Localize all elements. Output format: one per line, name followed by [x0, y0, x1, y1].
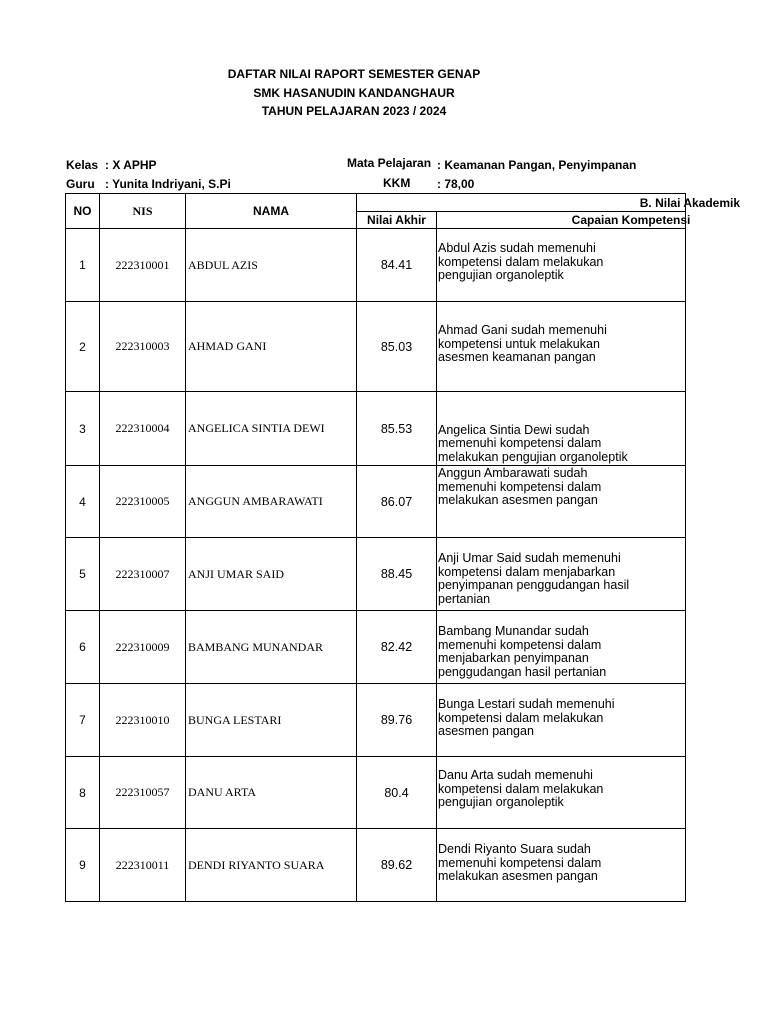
- row-capaian-text: Bunga Lestari sudah memenuhi kompetensi dalam melakukan asesmen pangan: [438, 697, 615, 738]
- row-capaian-text: Abdul Azis sudah memenuhi kompetensi dalam melakukan pengujian organoleptik: [438, 241, 604, 282]
- group-header-label: B. Nilai Akademik: [639, 195, 741, 210]
- report-title: DAFTAR NILAI RAPORT SEMESTER GENAP: [227, 67, 481, 81]
- kelas-label: Kelas: [66, 158, 99, 172]
- row-nilai-akhir: 86.07: [357, 466, 437, 538]
- mapel-label: Mata Pelajaran: [347, 156, 432, 170]
- row-capaian: [437, 302, 686, 392]
- table-row: [66, 684, 686, 757]
- row-nama: AHMAD GANI: [186, 302, 357, 392]
- row-nilai-akhir: 89.62: [357, 829, 437, 902]
- academic-year: TAHUN PELAJARAN 2023 / 2024: [261, 104, 447, 118]
- row-no: 4: [66, 466, 100, 538]
- table-row: [66, 538, 686, 611]
- row-nama: DANU ARTA: [186, 757, 357, 829]
- row-nilai-akhir: 88.45: [357, 538, 437, 611]
- row-nama: ANJI UMAR SAID: [186, 538, 357, 611]
- row-capaian-text: Bambang Munandar sudah memenuhi kompetensi dalam menjabarkan penyimpanan penggudangan hasil pertanian: [438, 624, 607, 679]
- table-row: [66, 829, 686, 902]
- row-no: 1: [66, 229, 100, 302]
- row-nis: 222310010: [100, 684, 186, 757]
- row-nama: ANGGUN AMBARAWATI: [186, 466, 357, 538]
- col-header-capaian-label: Capaian Kompetensi: [571, 213, 691, 227]
- row-no: 8: [66, 757, 100, 829]
- table-row: [66, 392, 686, 466]
- kkm-value: : 78,00: [437, 177, 475, 191]
- row-capaian: [437, 829, 686, 902]
- row-capaian: [437, 538, 686, 611]
- school-name: SMK HASANUDIN KANDANGHAUR: [253, 86, 455, 100]
- row-capaian-text: Ahmad Gani sudah memenuhi kompetensi untuk melakukan asesmen keamanan pangan: [438, 323, 607, 364]
- mapel-value: : Keamanan Pangan, Penyimpanan: [437, 158, 637, 172]
- row-no: 6: [66, 611, 100, 684]
- row-nis: 222310005: [100, 466, 186, 538]
- row-nama: ABDUL AZIS: [186, 229, 357, 302]
- row-nama: DENDI RIYANTO SUARA: [186, 829, 357, 902]
- row-nama: BUNGA LESTARI: [186, 684, 357, 757]
- row-capaian-text: Danu Arta sudah memenuhi kompetensi dalam melakukan pengujian organoleptik: [438, 768, 604, 809]
- row-capaian-text: Angelica Sintia Dewi sudah memenuhi kompetensi dalam melakukan pengujian organoleptik: [438, 422, 628, 464]
- row-no: 9: [66, 829, 100, 902]
- row-capaian: [437, 466, 686, 538]
- col-header-no: NO: [66, 194, 100, 229]
- row-nilai-akhir: 84.41: [357, 229, 437, 302]
- row-nama: BAMBANG MUNANDAR: [186, 611, 357, 684]
- row-capaian: [437, 684, 686, 757]
- table-row: [66, 466, 686, 538]
- guru-label: Guru: [66, 177, 95, 191]
- row-nama: ANGELICA SINTIA DEWI: [186, 392, 357, 466]
- col-header-capaian: [437, 212, 691, 229]
- row-capaian: [437, 757, 686, 829]
- row-nilai-akhir: 82.42: [357, 611, 437, 684]
- col-header-nilai-akhir: Nilai Akhir: [357, 212, 437, 229]
- row-capaian: [437, 392, 686, 466]
- col-header-nama: NAMA: [186, 194, 357, 229]
- table-row: [66, 302, 686, 392]
- row-nis: 222310001: [100, 229, 186, 302]
- row-no: 3: [66, 392, 100, 466]
- table-row: [66, 611, 686, 684]
- row-no: 7: [66, 684, 100, 757]
- row-capaian: [437, 611, 686, 684]
- row-nis: 222310011: [100, 829, 186, 902]
- row-nis: 222310004: [100, 392, 186, 466]
- row-nilai-akhir: 85.53: [357, 392, 437, 466]
- kkm-label: KKM: [383, 176, 411, 190]
- grades-table: [65, 193, 741, 902]
- row-nis: 222310057: [100, 757, 186, 829]
- table-row: [66, 229, 686, 302]
- col-header-nis: NIS: [100, 194, 186, 229]
- row-capaian: [437, 229, 686, 302]
- group-header-nilai-akademik: [357, 194, 741, 212]
- row-nis: 222310009: [100, 611, 186, 684]
- row-no: 2: [66, 302, 100, 392]
- row-capaian-text: Anji Umar Said sudah memenuhi kompetensi dalam menjabarkan penyimpanan penggudangan hasil pertanian: [438, 551, 630, 606]
- kelas-value: : X APHP: [105, 158, 157, 172]
- row-nis: 222310007: [100, 538, 186, 611]
- row-capaian-text: Anggun Ambarawati sudah memenuhi kompetensi dalam melakukan asesmen pangan: [438, 466, 602, 507]
- table-row: [66, 757, 686, 829]
- row-nilai-akhir: 80.4: [357, 757, 437, 829]
- row-capaian-text: Dendi Riyanto Suara sudah memenuhi kompetensi dalam melakukan asesmen pangan: [438, 842, 602, 883]
- row-no: 5: [66, 538, 100, 611]
- row-nilai-akhir: 89.76: [357, 684, 437, 757]
- row-nis: 222310003: [100, 302, 186, 392]
- guru-value: : Yunita Indriyani, S.Pi: [105, 177, 231, 191]
- row-nilai-akhir: 85.03: [357, 302, 437, 392]
